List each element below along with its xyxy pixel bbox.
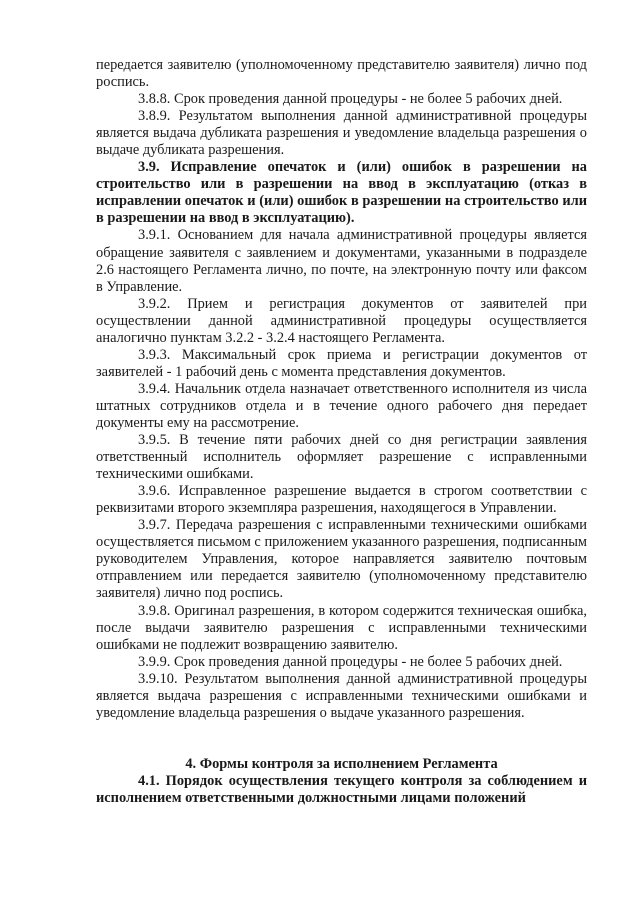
heading-3-9: 3.9. Исправление опечаток и (или) ошибок в разрешении на строительство или в разрешении на ввод в эксплуатацию (отказ в исправлении опечаток и (или) ошибок в разрешении на строительство или в разрешении на ввод в эксплуатацию). — [96, 159, 587, 227]
document-body — [96, 57, 587, 807]
paragraph-3-9-8: 3.9.8. Оригинал разрешения, в котором содержится техническая ошибка, после выдачи заявителю разрешения с исправленными техническими ошибками не подлежит возвращению заявителю. — [96, 602, 587, 653]
paragraph-3-9-5: 3.9.5. В течение пяти рабочих дней со дня регистрации заявления ответственный исполнитель оформляет разрешение с исправленными техническими ошибками. — [96, 432, 587, 483]
paragraph-3-8-8: 3.8.8. Срок проведения данной процедуры - не более 5 рабочих дней. — [138, 91, 563, 108]
paragraph-3-9-2: 3.9.2. Прием и регистрация документов от заявителей при осуществлении данной административной процедуры осуществляется аналогично пунктам 3.2.2 - 3.2.4 настоящего Регламента. — [96, 295, 587, 346]
paragraph-3-9-1: 3.9.1. Основанием для начала административной процедуры является обращение заявителя с заявлением и документами, указанными в подразделе 2.6 настоящего Регламента лично, по почте, на электронную почту или факсом в Управление. — [96, 227, 587, 295]
paragraph-3-9-4: 3.9.4. Начальник отдела назначает ответственного исполнителя из числа штатных сотрудников отдела и в течение одного рабочего дня передает документы ему на рассмотрение. — [96, 380, 587, 431]
paragraph-3-9-7: 3.9.7. Передача разрешения с исправленными техническими ошибками осуществляется письмом с приложением указанного разрешения, подписанным руководителем Управления, которое направляется заявителю почтовым отправлением или передается заявителю (уполномоченному представителю заявителя) лично под роспись. — [96, 517, 587, 602]
paragraph-3-8-9: 3.8.9. Результатом выполнения данной административной процедуры является выдача дубликата разрешения и уведомление владельца разрешения о выдаче дубликата разрешения. — [96, 108, 587, 159]
paragraph-3-9-3: 3.9.3. Максимальный срок приема и регистрации документов от заявителей - 1 рабочий день с момента представления документов. — [96, 346, 587, 380]
subsection-4-1-heading: 4.1. Порядок осуществления текущего контроля за соблюдением и исполнением ответственными должностными лицами положений — [96, 772, 587, 806]
section-4-heading: 4. Формы контроля за исполнением Регламента — [185, 755, 498, 772]
paragraph-3-9-10: 3.9.10. Результатом выполнения данной административной процедуры является выдача разрешения с исправленными техническими ошибками и уведомление владельца разрешения о выдаче указанного разрешения. — [96, 670, 587, 721]
paragraph-3-9-6: 3.9.6. Исправленное разрешение выдается в строгом соответствии с реквизитами второго экземпляра разрешения, находящегося в Управлении. — [96, 483, 587, 517]
paragraph-3-8-7-end: передается заявителю (уполномоченному представителю заявителя) лично под роспись. — [96, 57, 587, 91]
paragraph-3-9-9: 3.9.9. Срок проведения данной процедуры - не более 5 рабочих дней. — [138, 653, 563, 670]
